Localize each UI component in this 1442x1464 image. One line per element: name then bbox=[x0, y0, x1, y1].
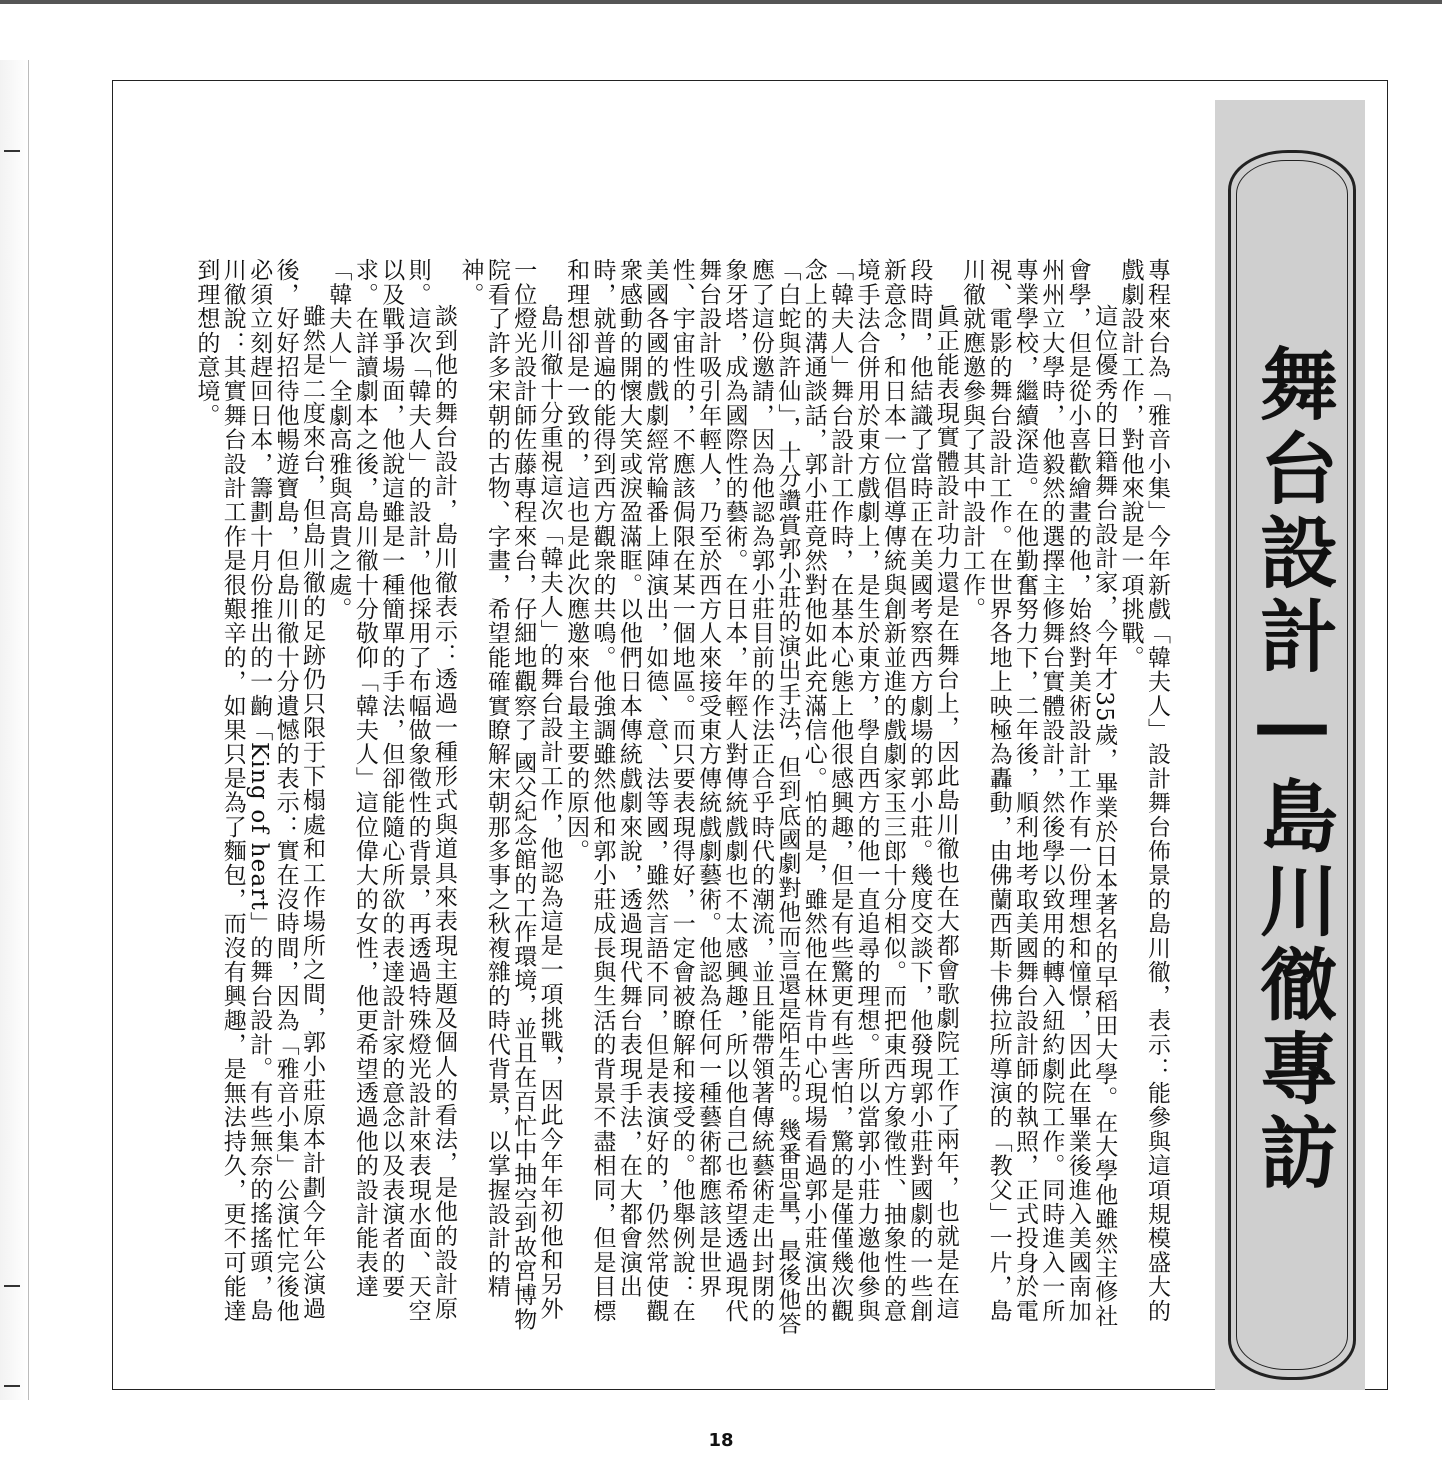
article-paragraph: 專程來台為「雅音小集」今年新戲「韓夫人」設計舞台佈景的島川徹，表示：能參與這項規模盛大的戲劇設計工作，對他來說是一項挑戰。 bbox=[1117, 258, 1170, 1323]
page-binding-edge bbox=[0, 60, 29, 1400]
binding-mark bbox=[4, 1285, 20, 1287]
top-edge-rule bbox=[0, 0, 1442, 4]
article-paragraph: 眞正能表現實體設計功力還是在舞台上，因此島川徹也在大都會歌劇院工作了兩年，也就是在這段時間，他結識了當時正在美國考察西方劇場的郭小莊。幾度交談下，他發現郭小莊對國劇的一些創新意念，和日本一位倡導傳統與創新並進的戲劇家玉三郎十分相似。而把東西方象徵性、抽象性的意境手法合併用於東方戲劇上，是生於東方，學自西方的他一直追尋的理想。所以當郭小莊力邀他參與「韓夫人」舞台設計工作時，在基本心態上他很感興趣，但是有些驚更有些害怕，驚的是僅僅幾次觀念上的溝通談話，郭小莊竟然對他如此充滿信心。怕的是，雖然他在林肯中心現場看過郭小莊演出的「白蛇與許仙」，十分讚賞郭小莊的演出手法，但到底國劇對他而言還是陌生的。幾番思量，最後他答應了這份邀請，因為他認為郭小莊目前的作法正合乎時代的潮流，並且能帶領著傳統藝術走出封閉的象牙塔，成為國際性的藝術。在日本，年輕人對傳統戲劇也不太感興趣，所以他自己也希望透過現代舞台設計吸引年輕人，乃至於西方人來接受東方傳統戲劇藝術。他認為任何一種藝術都應該是世界性、宇宙性的，不應該侷限在某一個地區。而只要表現得好，一定會被瞭解和接受的。他舉例說：在美國各國的戲劇經常輪番上陣演出，如德、意、法等國，雖然言語不同，但是表演好的，仍然常使觀衆感動的開懷大笑或淚盈滿眶。以他們日本傳統戲劇來說，透過現代舞台表現手法，在大都會演出時，就普遍的能得到西方觀衆的共鳴。他強調雖然他和郭小莊成長與生活的背景不盡相同，但是目標和理想卻是一致的，這也是此次應邀來台最主要的原因。 bbox=[563, 258, 959, 1336]
article-paragraph: 島川徹十分重視這次「韓夫人」的舞台設計工作，他認為這是一項挑戰，因此今年年初他和另外一位燈光設計師佐藤專程來台，仔細地觀察了 國父紀念館的工作環境，並且在百忙中抽空到故宮博物院看了許多宋朝的古物、字畫，希望能確實瞭解宋朝那多事之秋複雜的時代背景，以掌握設計的精神。 bbox=[457, 258, 563, 1332]
article-title: 舞台設計—島川徹專訪 bbox=[1247, 344, 1337, 1196]
article-paragraph: 談到他的舞台設計，島川徹表示：透過一種形式與道具來表現主題及個人的看法，是他的設計原則。這次「韓夫人」的設計，他採用了布幅做象徵性的背景，再透過特殊燈光設計來表現水面、天空以及戰爭場面，他說這雖是一種簡單的手法，但卻能隨心所欲的表達設計家的意念以及表演者的要求。在詳讀劇本之後，島川徹十分敬仰「韓夫人」這位偉大的女性，他更希望透過他的設計能表達「韓夫人」全劇高雅與高貴之處。 bbox=[325, 258, 458, 1323]
page-number: 18 bbox=[708, 1430, 734, 1451]
article-paragraph: 這位優秀的日籍舞台設計家，今年才35歲，畢業於日本著名的早稻田大學。在大學他雖然主修社會學，但是從小喜歡繪畫的他，始終對美術設計工作有一份理想和憧憬，因此在畢業後進入美國南加州州立大學時，他毅然的選擇主修舞台實體設計，然後學以致用的轉入紐約劇院工作。同時進入一所專業學校，繼續深造。在他勤奮努力下，二年後，順利地考取美國舞台設計師的執照，正式投身於電視、電影的舞台設計工作。在世界各地上映極為轟動，由佛蘭西斯卡佛拉所導演的「教父」一片，島川徹就應邀參與了其中設計工作。 bbox=[959, 258, 1118, 1328]
binding-mark bbox=[4, 150, 20, 152]
article-body bbox=[193, 258, 1170, 1340]
article-paragraph: 雖然是二度來台，但島川徹的足跡仍只限于下榻處和工作場所之間，郭小莊原本計劃今年公演過後，好好招待他暢遊寶島，但島川徹十分遺憾的表示：實在沒時間，因為「雅音小集」公演忙完後他必須立刻趕回日本，籌劃十月份推出的一齣「King of heart」的舞台設計。有些無奈的搖搖頭，島川徹說：其實舞台設計工作是很艱辛的，如果只是為了麵包，而沒有興趣，是無法持久，更不可能達到理想的意境。 bbox=[193, 258, 325, 1323]
binding-mark bbox=[4, 1385, 20, 1387]
